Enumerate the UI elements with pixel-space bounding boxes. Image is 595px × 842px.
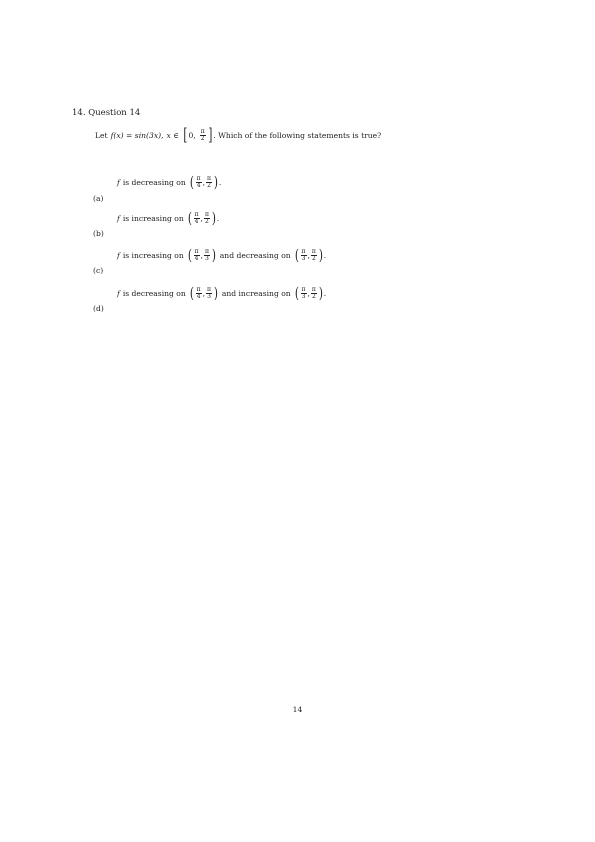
option-c-label[interactable]: (c) [93,266,104,275]
comma: , [307,251,310,260]
function-symbol: f [117,178,120,187]
option-a-label[interactable]: (a) [93,194,104,203]
function-symbol: f [117,214,120,223]
left-paren: ( [189,173,194,191]
function-symbol: f [117,289,120,298]
interval-end [311,249,317,263]
question-title: 14. Question 14 [72,108,141,118]
stem-zero: 0, [188,131,196,140]
comma: , [202,289,205,298]
left-paren: ( [187,209,192,227]
option-b-text [117,211,219,226]
right-paren: ) [211,246,216,264]
comma: , [200,214,203,223]
right-paren: ) [318,284,323,302]
comma: , [307,289,310,298]
right-paren: ) [318,246,323,264]
option-c-text [117,248,326,263]
frac-num: π [196,174,201,182]
option-a-statement: is decreasing on [122,178,186,187]
stem-suffix: . Which of the following statements is true? [213,131,382,140]
interval-start [196,176,202,190]
frac-num: π [207,174,211,182]
frac-den: 3 [207,293,211,300]
right-paren: ) [211,209,216,227]
frac-den: 4 [194,255,199,262]
frac-den: 2 [311,255,316,262]
option-d-text [117,286,326,301]
interval-end [311,287,317,301]
frac-den: 2 [205,218,209,225]
option-c-interval [187,248,217,263]
option-a-interval [189,173,222,191]
period: . [216,214,220,223]
option-d-interval [189,286,219,301]
option-d-statement: is decreasing on [122,289,186,298]
function-symbol: f [117,251,120,260]
frac-num: π [301,285,306,293]
left-paren: ( [187,246,192,264]
stem-right-bracket: ] [207,125,212,145]
comma: , [200,251,203,260]
period: . [218,178,222,187]
period: . [323,251,327,260]
frac-den: 4 [194,218,199,225]
option-c-connector: and decreasing on [219,251,291,260]
stem-fraction [200,129,206,143]
frac-den: 4 [196,182,201,189]
interval-end [206,176,212,190]
stem-domain-var: x ∈ [166,131,179,140]
frac-den: 2 [311,293,316,300]
right-paren: ) [213,284,218,302]
frac-den: 3 [301,293,306,300]
option-b-statement: is increasing on [122,214,184,223]
frac-num: π [194,247,199,255]
option-d-interval-2 [294,284,327,302]
frac-num: π [194,210,199,218]
interval-start [301,249,307,263]
option-b-label[interactable]: (b) [93,229,104,238]
period: . [323,289,327,298]
interval-end [204,212,210,226]
interval-start [196,287,202,301]
option-d-label[interactable]: (d) [93,304,104,313]
frac-den: 2 [207,182,211,189]
stem-frac-den: 2 [200,135,205,142]
frac-num: π [301,247,306,255]
stem-frac-num: π [200,127,205,135]
frac-num: π [204,210,209,218]
left-paren: ( [294,246,299,264]
interval-start [194,212,200,226]
option-c-statement: is increasing on [122,251,184,260]
left-paren: ( [189,284,194,302]
question-stem [95,127,381,144]
option-d-connector: and increasing on [221,289,291,298]
frac-den: 3 [301,255,306,262]
interval-start [301,287,307,301]
stem-function: f(x) = sin(3x), [110,131,164,140]
frac-num: π [311,285,316,293]
interval-end [204,249,210,263]
frac-den: 4 [196,293,201,300]
option-a-text [117,175,221,190]
stem-left-bracket: [ [183,125,188,145]
frac-num: π [196,285,201,293]
comma: , [202,178,205,187]
frac-num: π [311,247,316,255]
option-b-interval [187,209,220,227]
stem-prefix: Let [95,131,108,140]
right-paren: ) [213,173,218,191]
left-paren: ( [294,284,299,302]
page-number: 14 [292,705,303,714]
frac-num: π [204,247,209,255]
option-c-interval-2 [294,246,327,264]
frac-num: π [207,285,211,293]
interval-end [206,287,212,301]
frac-den: 3 [205,255,209,262]
interval-start [194,249,200,263]
